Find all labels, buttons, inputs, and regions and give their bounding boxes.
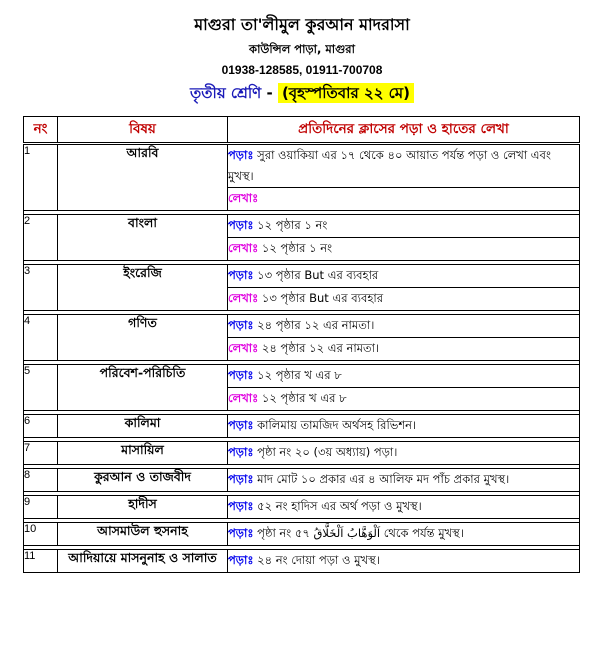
read-text-pre: পৃষ্ঠা নং ৫৭ [257, 526, 310, 540]
routine-table [23, 116, 580, 573]
read-text: কালিমায় তামজিদ অর্থসহ রিভিশন। [257, 418, 417, 432]
table-row [24, 523, 580, 546]
write-label: লেখাঃ [228, 391, 259, 405]
table-row [24, 442, 580, 465]
read-label: পড়াঃ [228, 553, 254, 567]
table-row [24, 469, 580, 492]
row-no: 4 [24, 315, 58, 361]
write-text: ১২ পৃষ্ঠার খ এর ৮ [261, 391, 347, 405]
row-no: 9 [24, 496, 58, 519]
write-label: লেখাঃ [228, 291, 259, 305]
row-no: 2 [24, 215, 58, 261]
row-subject: আসমাউল হুসনাহ [58, 523, 228, 546]
read-text: সুরা ওয়াকিয়া এর ১৭ থেকে ৪০ আয়াত পর্যন্ত পড়া ও লেখা এবং মুখস্থ। [228, 148, 551, 183]
read-label: পড়াঃ [228, 472, 254, 486]
read-text: মাদ মোট ১০ প্রকার এর ৪ আলিফ মদ পাঁচ প্রকার মুখস্থ। [257, 472, 510, 486]
read-text: ২৪ পৃষ্ঠার ১২ এর নামতা। [257, 318, 375, 332]
write-text: ১২ পৃষ্ঠার ১ নং [261, 241, 333, 255]
row-read [228, 550, 580, 573]
read-label: পড়াঃ [228, 218, 254, 232]
row-read [228, 523, 580, 546]
row-subject: কালিমা [58, 415, 228, 438]
class-name: তৃতীয় শ্রেণি [190, 84, 262, 102]
read-text: পৃষ্ঠা নং ২০ (৩য় অধ্যায়) পড়া। [257, 445, 398, 459]
row-subject: বাংলা [58, 215, 228, 261]
row-subject: পরিবেশ-পরিচিতি [58, 365, 228, 411]
read-text-post: থেকে পর্যন্ত মুখস্থ। [383, 526, 464, 540]
header-no: নং [24, 117, 58, 144]
row-write [228, 338, 580, 361]
row-subject: গণিত [58, 315, 228, 361]
read-label: পড়াঃ [228, 499, 254, 513]
school-name: মাগুরা তা'লীমুল কুরআন মাদরাসা [194, 15, 410, 34]
row-write [228, 238, 580, 261]
table-header-row [24, 117, 580, 144]
read-text-arabic: اَلْوَهَّابُ اَلْخَلَّاقُ [313, 526, 381, 540]
row-subject: হাদীস [58, 496, 228, 519]
read-label: পড়াঃ [228, 526, 254, 540]
read-label: পড়াঃ [228, 148, 254, 162]
table-row [24, 365, 580, 388]
row-read [228, 265, 580, 288]
row-read [228, 144, 580, 188]
date-highlight: (বৃহস্পতিবার ২২ মে) [278, 83, 414, 103]
row-subject: মাসায়িল [58, 442, 228, 465]
row-read [228, 469, 580, 492]
row-no: 10 [24, 523, 58, 546]
table-row [24, 550, 580, 573]
row-no: 1 [24, 144, 58, 211]
row-subject: আদিয়ায়ে মাসনুনাহ ও সালাত [58, 550, 228, 573]
row-read [228, 496, 580, 519]
row-no: 6 [24, 415, 58, 438]
read-label: পড়াঃ [228, 318, 254, 332]
class-date-line [0, 82, 604, 107]
row-read [228, 365, 580, 388]
row-read [228, 442, 580, 465]
row-write [228, 188, 580, 211]
phone-numbers: 01938-128585, 01911-700708 [221, 63, 383, 77]
table-row [24, 144, 580, 188]
row-no: 7 [24, 442, 58, 465]
read-label: পড়াঃ [228, 418, 254, 432]
row-write [228, 388, 580, 411]
row-no: 5 [24, 365, 58, 411]
row-no: 8 [24, 469, 58, 492]
row-read [228, 215, 580, 238]
write-text: ১৩ পৃষ্ঠার But এর ব্যবহার [261, 291, 384, 305]
row-subject: ইংরেজি [58, 265, 228, 311]
write-label: লেখাঃ [228, 241, 259, 255]
row-subject: কুরআন ও তাজবীদ [58, 469, 228, 492]
table-row [24, 315, 580, 338]
row-no: 11 [24, 550, 58, 573]
read-text: ১৩ পৃষ্ঠার But এর ব্যবহার [257, 268, 379, 282]
write-label: লেখাঃ [228, 191, 259, 205]
row-read [228, 415, 580, 438]
read-text: ১২ পৃষ্ঠার ১ নং [257, 218, 328, 232]
header-subject: বিষয় [58, 117, 228, 144]
read-label: পড়াঃ [228, 368, 254, 382]
table-row [24, 215, 580, 238]
header-work: প্রতিদিনের ক্লাসের পড়া ও হাতের লেখা [228, 117, 580, 144]
class-separator: - [261, 84, 278, 102]
read-label: পড়াঃ [228, 445, 254, 459]
table-row [24, 496, 580, 519]
write-text: ২৪ পৃষ্ঠার ১২ এর নামতা। [261, 341, 380, 355]
read-label: পড়াঃ [228, 268, 254, 282]
read-text: ১২ পৃষ্ঠার খ এর ৮ [257, 368, 342, 382]
row-subject: আরবি [58, 144, 228, 211]
table-row [24, 415, 580, 438]
school-address: কাউন্সিল পাড়া, মাগুরা [249, 42, 355, 56]
row-write [228, 288, 580, 311]
write-label: লেখাঃ [228, 341, 259, 355]
table-row [24, 265, 580, 288]
row-no: 3 [24, 265, 58, 311]
read-text: ২৪ নং দোয়া পড়া ও মুখস্থ। [257, 553, 380, 567]
read-text: ৫২ নং হাদিস এর অর্থ পড়া ও মুখস্থ। [257, 499, 422, 513]
row-read [228, 315, 580, 338]
